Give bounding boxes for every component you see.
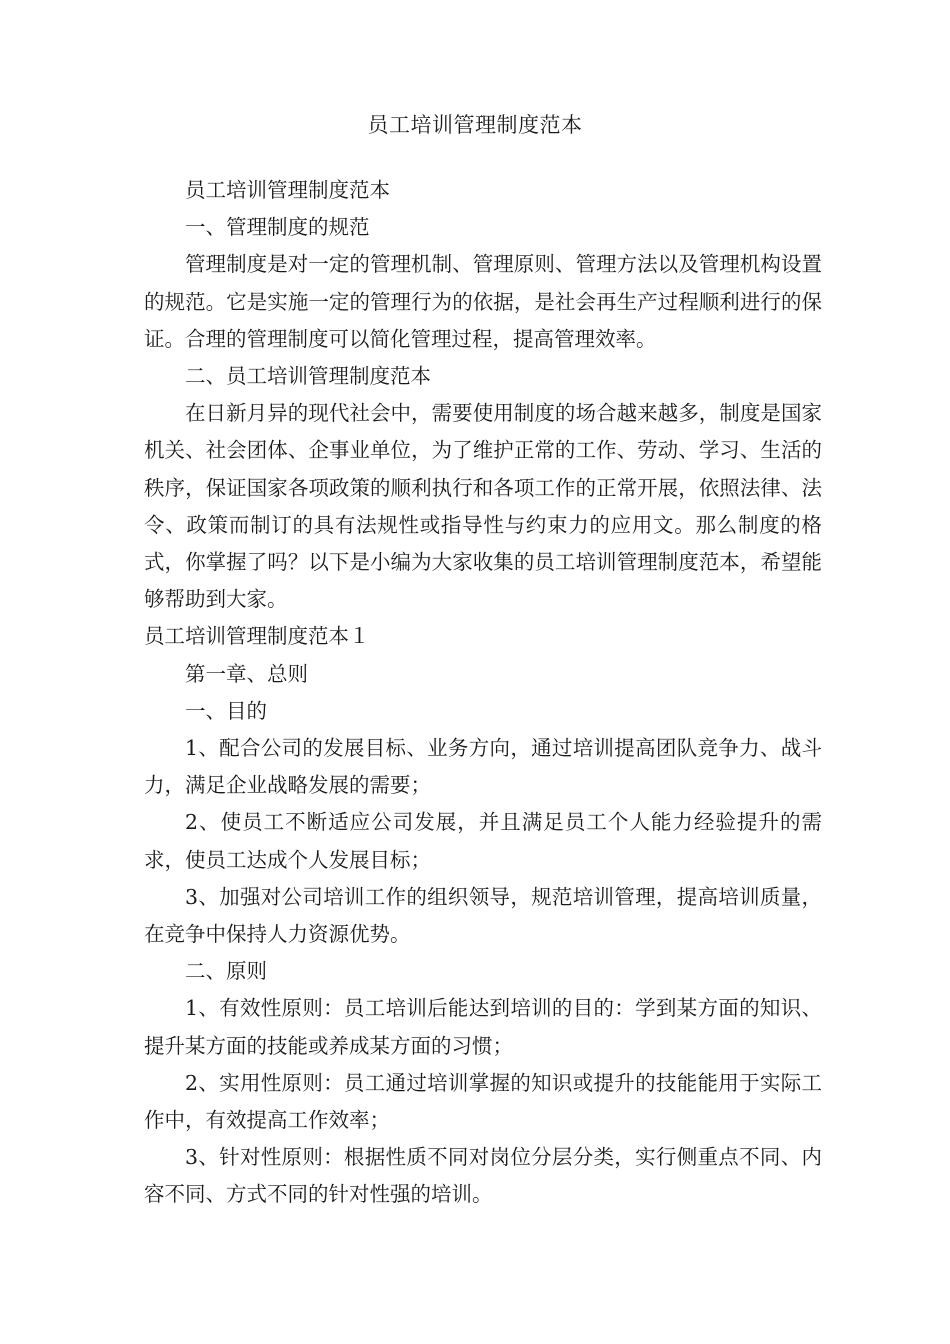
list-item: 1、配合公司的发展目标、业务方向，通过培训提高团队竞争力、战斗力，满足企业战略发展的需要； <box>144 736 822 798</box>
list-item: 2、使员工不断适应公司发展，并且满足员工个人能力经验提升的需求，使员工达成个人发展目标； <box>144 810 822 872</box>
section-heading: 一、管理制度的规范 <box>185 215 370 240</box>
section-heading: 二、员工培训管理制度范本 <box>185 364 431 389</box>
list-item: 3、针对性原则：根据性质不同对岗位分层分类，实行侧重点不同、内容不同、方式不同的针对性强的培训。 <box>144 1145 822 1207</box>
list-item: 2、实用性原则：员工通过培训掌握的知识或提升的技能能用于实际工作中，有效提高工作效率； <box>144 1070 822 1133</box>
paragraph: 员工培训管理制度范本 <box>185 178 390 202</box>
sample-heading: 员工培训管理制度范本１ <box>144 624 370 649</box>
section-heading: 一、目的 <box>185 698 267 723</box>
paragraph: 管理制度是对一定的管理机制、管理原则、管理方法以及管理机构设置的规范。它是实施一定的管理行为的依据，是社会再生产过程顺利进行的保证。合理的管理制度可以简化管理过程，提高管理效率。 <box>144 252 822 351</box>
document-title: 员工培训管理制度范本 <box>367 113 583 137</box>
list-item: 3、加强对公司培训工作的组织领导，规范培训管理，提高培训质量，在竞争中保持人力资源优势。 <box>144 884 822 947</box>
chapter-heading: 第一章、总则 <box>185 661 308 686</box>
list-item: 1、有效性原则：员工培训后能达到培训的目的：学到某方面的知识、提升某方面的技能或养成某方面的习惯； <box>144 996 822 1058</box>
paragraph: 在日新月异的现代社会中，需要使用制度的场合越来越多，制度是国家机关、社会团体、企事业单位，为了维护正常的工作、劳动、学习、生活的秩序，保证国家各项政策的顺利执行和各项工作的正常开展，依照法律、法令、政策而制订的具有法规性或指导性与约束力的应用文。那么制度的格式，你掌握了吗？以下是小编为大家收集的员工培训管理制度范本，希望能够帮助到大家。 <box>144 401 822 612</box>
document-body <box>144 172 822 1214</box>
section-heading: 二、原则 <box>185 959 267 984</box>
